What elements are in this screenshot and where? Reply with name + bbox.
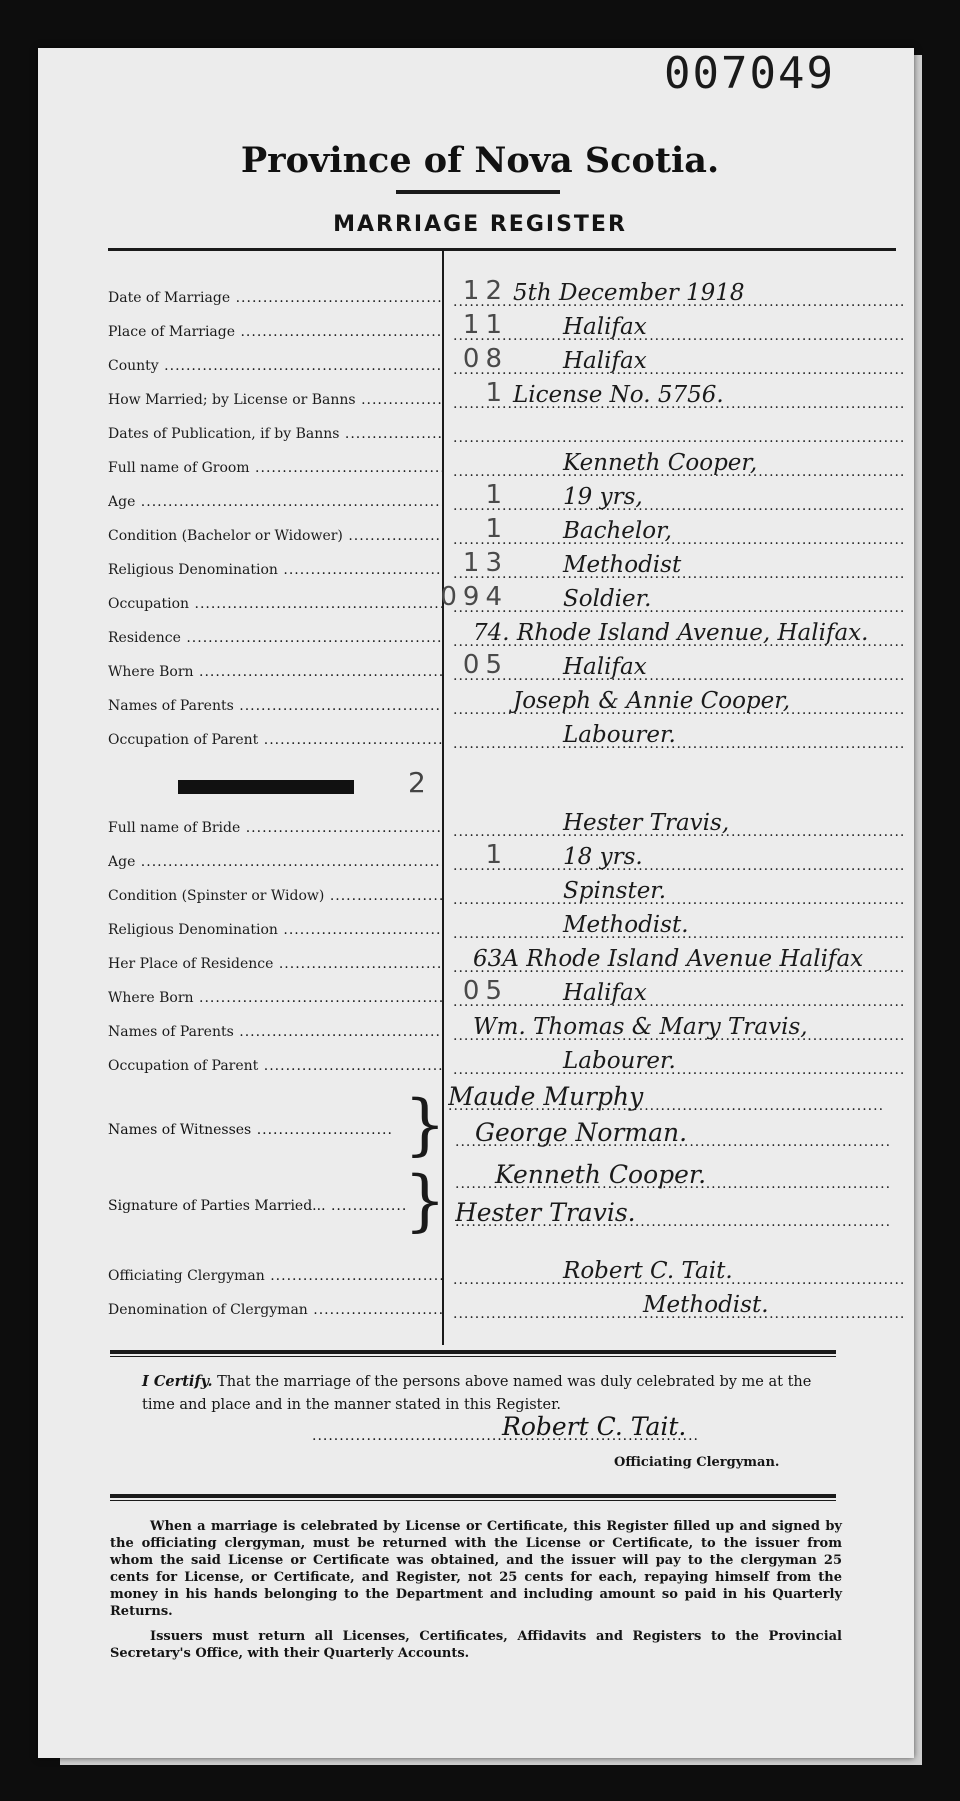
field-label: Age ..... xyxy=(108,854,442,870)
field-value: ..... Spinster. xyxy=(453,878,903,904)
field-value: ..... Methodist xyxy=(453,552,903,578)
field-code: 1 xyxy=(485,378,508,408)
clergy-row xyxy=(108,1260,898,1294)
field-value: ..... Soldier. xyxy=(453,586,903,612)
field-value: ..... Methodist. xyxy=(453,1292,903,1318)
certificate-heading: I Certify. xyxy=(142,1373,213,1390)
field-label: Denomination of Clergyman ..... xyxy=(108,1302,442,1318)
footer-paragraph-2: Issuers must return all Licenses, Certificates, Affidavits and Registers to the Provincial Secretary's Office, with their Quarterly Accounts. xyxy=(110,1629,842,1661)
certificate-text xyxy=(142,1370,822,1417)
field-label: County ..... xyxy=(108,358,442,374)
field-value xyxy=(453,416,903,442)
field-value: ..... Halifax xyxy=(453,348,903,374)
field-label: Religious Denomination ..... xyxy=(108,562,442,578)
footer-top-rule xyxy=(110,1494,836,1498)
certificate-top-rule xyxy=(110,1350,836,1354)
field-label: Age ..... xyxy=(108,494,442,510)
groom-row xyxy=(108,650,898,690)
bride-row xyxy=(108,976,898,1016)
field-value: ..... License No. 5756. xyxy=(453,382,903,408)
field-value: ..... 63A Rhode Island Avenue Halifax xyxy=(453,946,903,972)
field-label: Condition (Spinster or Widow) ..... xyxy=(108,888,442,904)
document-number: 007049 xyxy=(664,48,835,99)
field-value: ..... Robert C. Tait. xyxy=(453,1258,903,1284)
certificate-signer-title: Officiating Clergyman. xyxy=(614,1455,780,1470)
groom-row xyxy=(108,724,898,758)
witnesses-label: Names of Witnesses ..... xyxy=(108,1122,408,1138)
field-value: ..... 19 yrs, xyxy=(453,484,903,510)
document-subtitle: MARRIAGE REGISTER xyxy=(333,212,627,237)
field-value: ..... 18 yrs. xyxy=(453,844,903,870)
parties-label: Signature of Parties Married... ..... xyxy=(108,1198,408,1214)
field-label: How Married; by License or Banns ..... xyxy=(108,392,442,408)
certificate-body: That the marriage of the persons above named was duly celebrated by me at the time and place and in the manner stated in this Register. xyxy=(142,1374,812,1413)
bride-row xyxy=(108,840,898,880)
bride-row xyxy=(108,914,898,948)
field-label: Religious Denomination ..... xyxy=(108,922,442,938)
field-code: 11 xyxy=(462,310,508,340)
document-title: Province of Nova Scotia. xyxy=(240,140,720,181)
footer-paragraph-1: When a marriage is celebrated by License or Certificate, this Register filled up and signed by the officiating clergyman, must be returned with the License or Certificate, to the issuer from whom the said License or Certificate was obtained, and the issuer will pay to the clergyman 25 cents for License, or Certificate, and Register, not 25 cents for each, repaying himself from the money in his hands belonging to the Department and including amount so paid in his Quarterly Returns. xyxy=(110,1519,842,1619)
field-label: Residence ..... xyxy=(108,630,442,646)
field-code: 05 xyxy=(462,650,508,680)
marriage-row xyxy=(108,378,898,418)
field-code: 13 xyxy=(462,548,508,578)
field-value: ..... Joseph & Annie Cooper, xyxy=(453,688,903,714)
certificate-top-rule-thin xyxy=(110,1356,836,1357)
field-label: Names of Parents ..... xyxy=(108,698,442,714)
bride-row xyxy=(108,1016,898,1050)
parties-brace: } xyxy=(404,1162,446,1239)
field-label: Condition (Bachelor or Widower) ..... xyxy=(108,528,442,544)
field-value: ..... Halifax xyxy=(453,314,903,340)
field-value: ..... Halifax xyxy=(453,654,903,680)
party-signature-bride: ..... Hester Travis. xyxy=(455,1198,895,1227)
bride-section-code: 2 xyxy=(408,766,426,799)
field-value: ..... 74. Rhode Island Avenue, Halifax. xyxy=(453,620,903,646)
field-code: 1 xyxy=(485,514,508,544)
bride-section-bar xyxy=(178,780,354,794)
field-label: Officiating Clergyman ..... xyxy=(108,1268,442,1284)
field-label: Place of Marriage ..... xyxy=(108,324,442,340)
field-code: 094 xyxy=(440,582,508,612)
field-value: ..... Bachelor, xyxy=(453,518,903,544)
bride-row xyxy=(108,1050,898,1084)
field-code: 1 xyxy=(485,840,508,870)
bride-row xyxy=(108,880,898,914)
marriage-row xyxy=(108,418,898,452)
field-value: ..... Hester Travis, xyxy=(453,810,903,836)
title-rule xyxy=(396,190,560,194)
field-value: ..... 5th December 1918 xyxy=(453,280,903,306)
witness-name-2: ..... George Norman. xyxy=(455,1118,895,1147)
field-label: Full name of Bride ..... xyxy=(108,820,442,836)
field-value: ..... Kenneth Cooper, xyxy=(453,450,903,476)
field-label: Date of Marriage ..... xyxy=(108,290,442,306)
field-label: Occupation of Parent ..... xyxy=(108,1058,442,1074)
field-label: Where Born ..... xyxy=(108,664,442,680)
clergy-row xyxy=(108,1294,898,1328)
field-label: Dates of Publication, if by Banns ..... xyxy=(108,426,442,442)
field-code: 12 xyxy=(462,276,508,306)
field-label: Occupation ..... xyxy=(108,596,442,612)
groom-row xyxy=(108,690,898,724)
field-code: 05 xyxy=(462,976,508,1006)
field-value: ..... Labourer. xyxy=(453,722,903,748)
field-label: Full name of Groom ..... xyxy=(108,460,442,476)
field-value: ..... Methodist. xyxy=(453,912,903,938)
field-label: Where Born ..... xyxy=(108,990,442,1006)
groom-row xyxy=(108,582,898,622)
header-rule xyxy=(108,248,896,251)
field-value: ..... Wm. Thomas & Mary Travis, xyxy=(453,1014,903,1040)
field-label: Names of Parents ..... xyxy=(108,1024,442,1040)
field-label: Her Place of Residence ..... xyxy=(108,956,442,972)
field-label: Occupation of Parent ..... xyxy=(108,732,442,748)
witnesses-brace: } xyxy=(404,1086,446,1163)
field-code: 08 xyxy=(462,344,508,374)
footer-top-rule-thin xyxy=(110,1500,836,1501)
party-signature-groom: ..... Kenneth Cooper. xyxy=(455,1160,895,1189)
field-value: ..... Halifax xyxy=(453,980,903,1006)
certificate-signature: ..... Robert C. Tait. xyxy=(312,1412,792,1441)
field-value: ..... Labourer. xyxy=(453,1048,903,1074)
field-code: 1 xyxy=(485,480,508,510)
witness-name-1: ..... Maude Murphy xyxy=(448,1082,888,1111)
footer-notes xyxy=(110,1518,842,1670)
